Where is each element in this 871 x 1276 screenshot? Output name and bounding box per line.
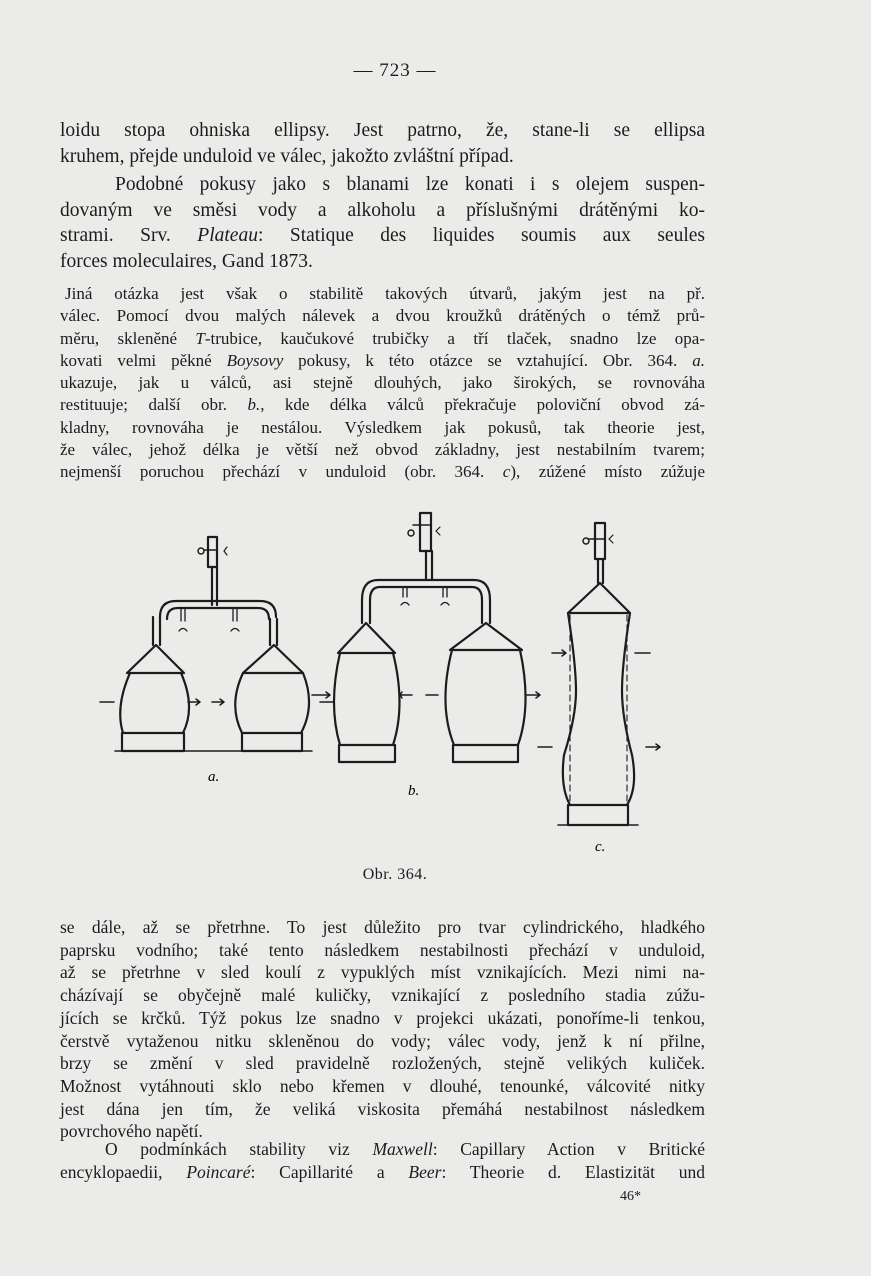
text-line: encyklopaedii, Poincaré: Capillarité a Beer: Theorie d. Elastizität und bbox=[60, 1161, 706, 1182]
text-line: restituuje; další obr. b., kde délka válců překračuje poloviční obvod zá- bbox=[60, 395, 705, 415]
apparatus-a bbox=[100, 537, 334, 751]
text-line: Podobné pokusy jako s blanami lze konati i s olejem suspen- bbox=[115, 174, 705, 195]
text-line: kladny, rovnováha je nestálou. Výsledkem jak pokusů, tak theorie jest, bbox=[60, 417, 705, 437]
figure-caption: Obr. 364. bbox=[362, 866, 428, 883]
text-line: Možnost vytáhnouti sklo nebo křemen v dlouhé, tenounké, válcovité nitky bbox=[60, 1075, 705, 1096]
text-line: O podmínkách stability viz Maxwell: Capillary Action v Britické bbox=[105, 1139, 705, 1159]
text-line: nejmenší poruchou přechází v unduloid (obr. 364. c), zúžené místo zúžuje bbox=[60, 462, 705, 482]
text-line: ukazuje, jak u válců, asi stejně dlouhých, jako širokých, se rovnováha bbox=[60, 373, 705, 393]
figure-label-b: b. bbox=[408, 783, 420, 799]
figure-364 bbox=[90, 505, 710, 865]
text-line: až se přetrhne v sled koulí z vypuklých míst vznikajících. Mezi nimi na- bbox=[60, 962, 705, 983]
paragraph-3 bbox=[60, 283, 705, 484]
text-line: strami. Srv. Plateau: Statique des liquides soumis aux seules bbox=[60, 225, 705, 246]
paragraph-4 bbox=[60, 916, 705, 1143]
text-line: kovati velmi pěkné Boysovy pokusy, k této otázce se vztahující. Obr. 364. a. bbox=[60, 350, 705, 370]
text-line: paprsku vodního; také tento následkem nestabilnosti přechází v unduloid, bbox=[60, 939, 705, 960]
text-line: válec. Pomocí dvou malých nálevek a dvou kroužků drátěných o témž prů- bbox=[60, 306, 705, 326]
text-line: brzy se změní v sled pravidelně rozložených, stejně velikých kuliček. bbox=[60, 1053, 705, 1074]
paragraph-2 bbox=[60, 172, 705, 274]
figure-label-c: c. bbox=[595, 839, 606, 855]
text-line: Jiná otázka jest však o stabilitě takových útvarů, jakým jest na př. bbox=[65, 284, 705, 303]
text-line: dovaným ve směsi vody a alkoholu a příslušnými drátěnými ko- bbox=[60, 199, 705, 221]
paragraph-1 bbox=[60, 118, 705, 169]
text-line: jest dána jen tím, že veliká viskosita přemáhá nestabilnost následkem bbox=[60, 1098, 705, 1119]
text-line: čerstvě vytaženou nitku skleněnou do vody; válec vody, jenž k ní přilne, bbox=[60, 1030, 705, 1051]
paragraph-5 bbox=[60, 1138, 705, 1183]
apparatus-b bbox=[312, 513, 540, 762]
text-line: se dále, až se přetrhne. To jest důležito pro tvar cylindrického, hladkého bbox=[60, 917, 705, 937]
text-line: povrchového napětí. bbox=[60, 1121, 203, 1142]
signature-mark: 46* bbox=[620, 1189, 641, 1204]
figure-label-a: a. bbox=[208, 769, 220, 785]
text-line: že válec, jehož délka je větší než obvod základny, jest nestabilním tvarem; bbox=[60, 440, 705, 460]
text-line: forces moleculaires, Gand 1873. bbox=[60, 250, 313, 272]
page-number: — 723 — bbox=[353, 60, 437, 81]
text-line: měru, skleněné T-trubice, kaučukové trubičky a tří tlaček, snadno lze opa- bbox=[60, 328, 705, 348]
text-line: kruhem, přejde unduloid ve válec, jakožto zvláštní případ. bbox=[60, 145, 514, 167]
text-line: loidu stopa ohniska ellipsy. Jest patrno, že, stane-li se ellipsa bbox=[60, 120, 705, 141]
text-line: cházívají se obyčejně malé kuličky, vznikající z posledního stadia zúžu- bbox=[60, 985, 705, 1006]
text-line: jících se krčků. Týž pokus lze snadno v projekci ukázati, ponoříme-li tenkou, bbox=[60, 1007, 705, 1028]
author-plateau: Plateau bbox=[197, 225, 258, 246]
apparatus-c bbox=[538, 523, 660, 825]
